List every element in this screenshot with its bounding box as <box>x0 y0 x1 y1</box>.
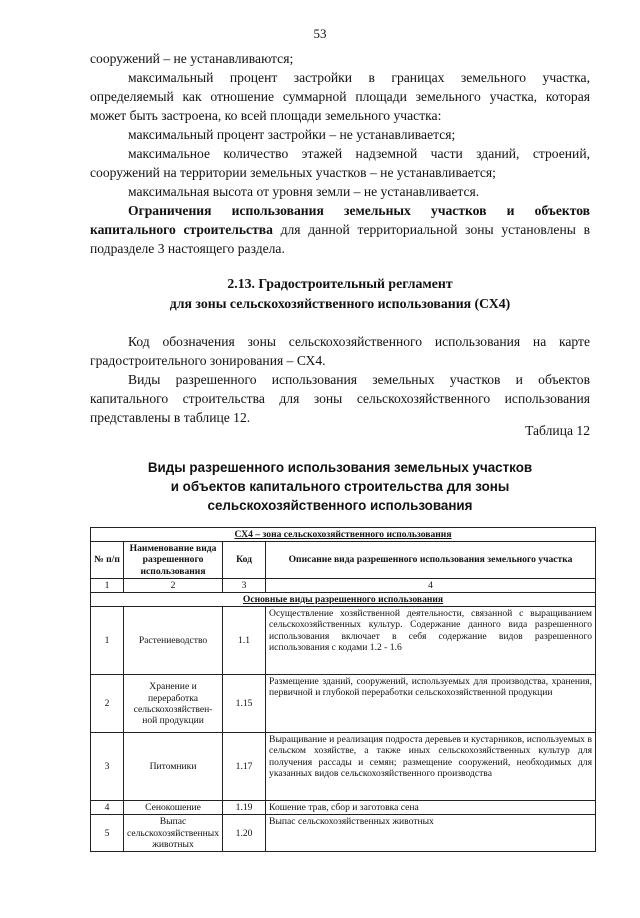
table-title-line: Виды разрешенного использования земельных участков <box>147 460 533 475</box>
row-code: 1.20 <box>223 815 266 852</box>
section-heading-line: 2.13. Градостроительный регламент <box>227 276 453 291</box>
paragraph: максимальная высота от уровня земли – не устанавливается. <box>128 184 480 199</box>
row-name: Сенокошение <box>124 801 223 815</box>
row-code: 1.1 <box>223 607 266 675</box>
row-name: Растениеводство <box>124 607 223 675</box>
col-index: 3 <box>223 578 266 592</box>
section-heading <box>90 274 590 314</box>
restriction-paragraph <box>90 201 590 258</box>
table-header-row <box>91 542 596 579</box>
col-index: 4 <box>266 578 596 592</box>
table-label: Таблица 12 <box>525 423 590 438</box>
row-name: Хранение и переработка сельскохозяйствен-ной продукции <box>124 675 223 733</box>
paragraph: Виды разрешенного использования земельных участков и объектов капитального строительства для зоны сельскохозяйственного использования представлены в таблице 12. <box>90 372 590 425</box>
table-row <box>91 801 596 815</box>
col-header-num: № п/п <box>91 542 124 579</box>
paragraph: максимальное количество этажей надземной части зданий, строений, сооружений на территории земельных участков – не устанавливается; <box>90 146 590 180</box>
col-header-name: Наименование вида разрешенного использования <box>124 542 223 579</box>
row-num: 2 <box>91 675 124 733</box>
row-name: Питомники <box>124 733 223 801</box>
row-num: 4 <box>91 801 124 815</box>
regulation-table <box>90 527 596 852</box>
page-number: 53 <box>313 26 327 41</box>
paragraph: максимальный процент застройки – не устанавливается; <box>128 127 456 142</box>
table-row <box>91 733 596 801</box>
table-title-line: и объектов капитального строительства для зоны <box>170 479 510 494</box>
row-num: 5 <box>91 815 124 852</box>
table-index-row <box>91 578 596 592</box>
paragraph: максимальный процент застройки в границах земельного участка, определяемый как отношение суммарной площади земельного участка, которая может быть застроена, ко всей площади земельного участка: <box>90 70 590 123</box>
col-header-desc: Описание вида разрешенного использования земельного участка <box>266 542 596 579</box>
table-section-row <box>91 593 596 607</box>
col-header-code: Код <box>223 542 266 579</box>
row-desc: Кошение трав, сбор и заготовка сена <box>266 801 596 815</box>
row-num: 3 <box>91 733 124 801</box>
top-text-block <box>90 49 590 258</box>
paragraph: Код обозначения зоны сельскохозяйственного использования на карте градостроительного зонирования – СХ4. <box>90 334 590 368</box>
col-index: 1 <box>91 578 124 592</box>
table-row <box>91 815 596 852</box>
middle-text-block <box>90 332 590 427</box>
table-title-line: сельскохозяйственного использования <box>207 498 473 513</box>
row-code: 1.17 <box>223 733 266 801</box>
row-code: 1.15 <box>223 675 266 733</box>
col-index: 2 <box>124 578 223 592</box>
table-title <box>90 458 590 515</box>
section-header: Основные виды разрешенного использования <box>91 593 596 607</box>
row-desc: Выпас сельскохозяйственных животных <box>266 815 596 852</box>
restriction-bold: Ограничения использования земельных участков и объектов капитального строительства <box>90 203 590 237</box>
row-code: 1.19 <box>223 801 266 815</box>
row-desc: Выращивание и реализация подроста деревьев и кустарников, используемых в сельском хозяйстве, а также иных сельскохозяйственных культур для получения рассады и семян; размещение сооружений, необходимых для указанных видов сельскохозяйственного производства <box>266 733 596 801</box>
restriction-rest: для данной территориальной зоны установлены в подразделе 3 настоящего раздела. <box>90 222 590 256</box>
row-name: Выпас сельскохозяйственных животных <box>124 815 223 852</box>
row-num: 1 <box>91 607 124 675</box>
section-heading-line: для зоны сельскохозяйственного использования (СХ4) <box>169 296 511 311</box>
paragraph: сооружений – не устанавливаются; <box>90 51 294 66</box>
table-row <box>91 607 596 675</box>
table-row <box>91 675 596 733</box>
table-zone-row <box>91 528 596 542</box>
zone-header: СХ4 – зона сельскохозяйственного использования <box>91 528 596 542</box>
row-desc: Осуществление хозяйственной деятельности, связанной с выращиванием сельскохозяйственных культур. Содержание данного вида разрешенного использования включает в себя содержание видов разрешенного использования с кодами 1.2 - 1.6 <box>266 607 596 675</box>
row-desc: Размещение зданий, сооружений, используемых для производства, хранения, первичной и глубокой переработки сельскохозяйственной продукции <box>266 675 596 733</box>
